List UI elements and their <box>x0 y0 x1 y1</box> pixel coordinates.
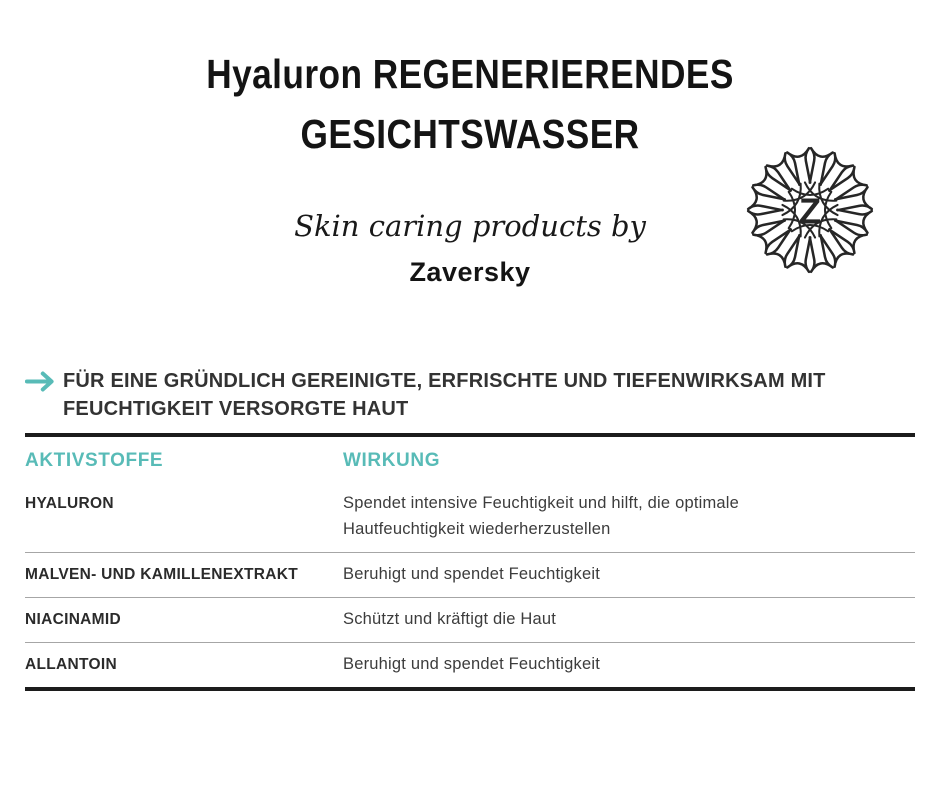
ingredient-name: NIACINAMID <box>25 611 121 628</box>
effect-description: Schützt und kräftigt die Haut <box>343 610 557 628</box>
table-row <box>25 597 915 642</box>
ingredient-name: ALLANTOIN <box>25 656 117 673</box>
benefit-text-line-2: FEUCHTIGKEIT VERSORGTE HAUT <box>63 398 409 420</box>
brand-logo-icon <box>731 131 889 289</box>
brand-logo <box>731 131 889 289</box>
effect-description: Beruhigt und spendet Feuchtigkeit <box>343 655 601 673</box>
effect-description: Spendet intensive Feuchtigkeit und hilft, die optimale Hautfeuchtigkeit wiederherzustellen <box>343 494 740 538</box>
column-header-aktivstoffe: AKTIVSTOFFE <box>25 450 164 471</box>
benefit-text <box>63 367 826 423</box>
ingredients-table <box>25 433 915 691</box>
table-row <box>25 482 915 552</box>
table-row <box>25 552 915 597</box>
table-row <box>25 642 915 687</box>
ingredient-name: MALVEN- UND KAMILLENEXTRAKT <box>25 566 299 583</box>
arrow-right-icon <box>25 367 63 398</box>
effect-description: Beruhigt und spendet Feuchtigkeit <box>343 565 601 583</box>
column-header-wirkung: WIRKUNG <box>343 450 441 471</box>
product-title-line-2: GESICHTSWASSER <box>300 111 640 157</box>
tagline: Skin caring products by <box>294 209 646 243</box>
table-header-row <box>25 437 915 482</box>
product-title-line-1: Hyaluron REGENERIERENDES <box>206 51 734 97</box>
ingredient-name: HYALURON <box>25 495 114 512</box>
brand-name: Zaversky <box>409 257 531 287</box>
benefit-headline <box>25 367 917 423</box>
logo-letter: Z <box>798 190 822 232</box>
benefit-text-line-1: FÜR EINE GRÜNDLICH GEREINIGTE, ERFRISCHTE UND TIEFENWIRKSAM MIT <box>63 370 826 392</box>
